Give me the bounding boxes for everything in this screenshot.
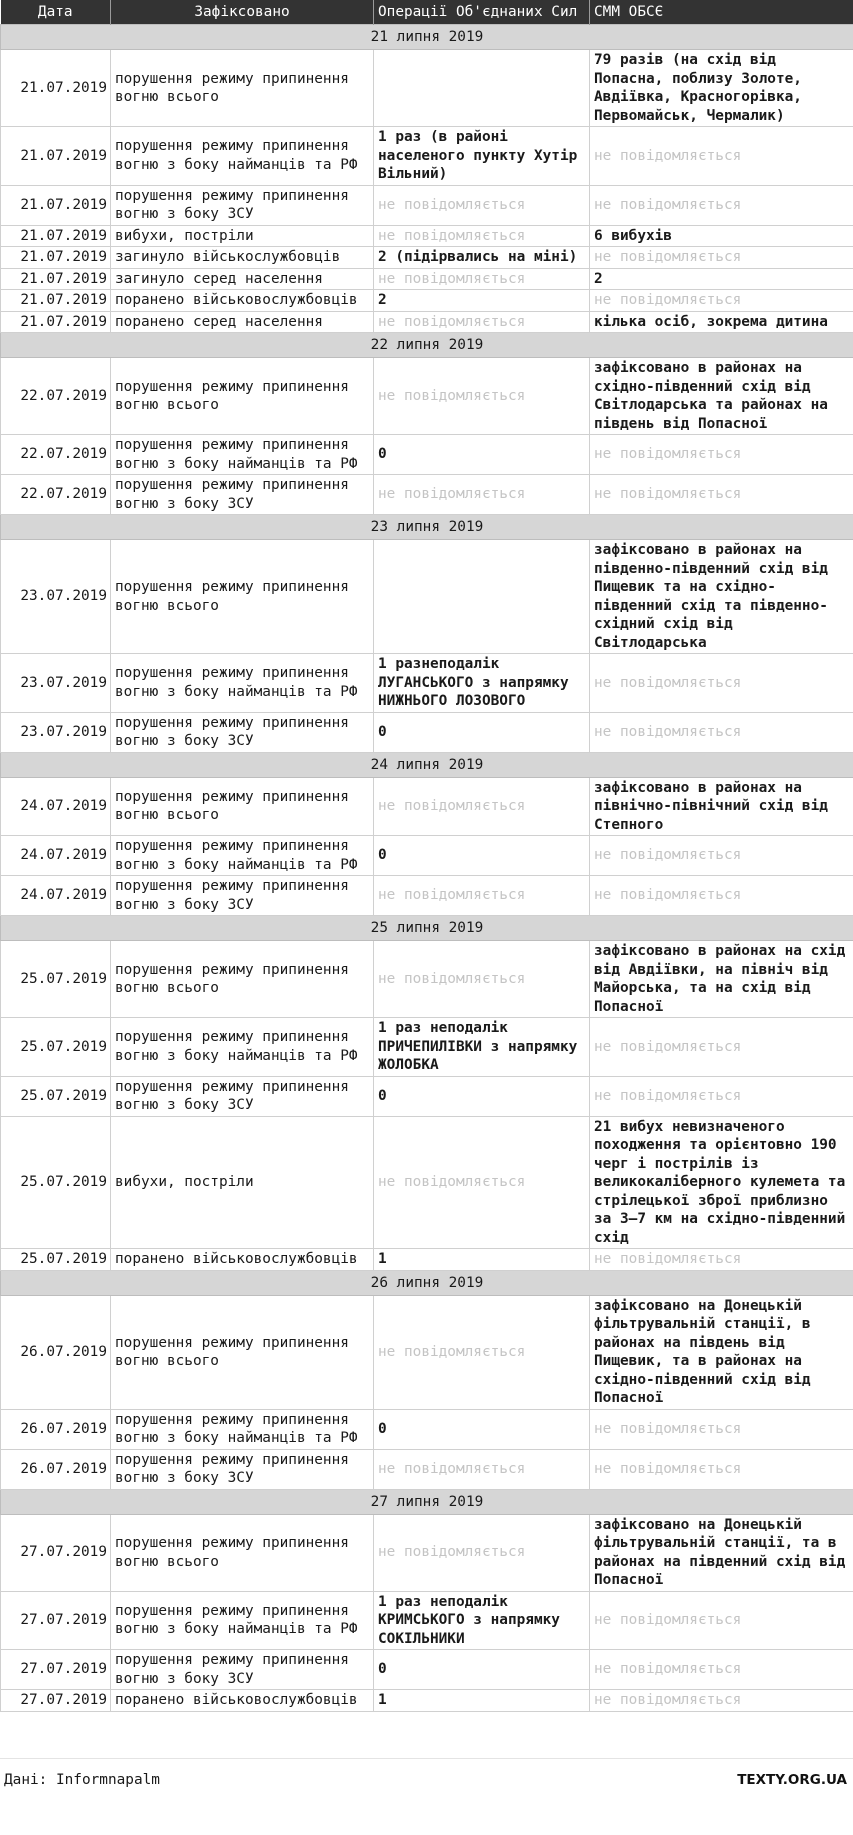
date-cell: 25.07.2019 bbox=[1, 941, 111, 1018]
table-row bbox=[1, 290, 853, 312]
date-cell: 27.07.2019 bbox=[1, 1690, 111, 1712]
table-row bbox=[1, 475, 853, 515]
joint-forces-cell: не повідомляється bbox=[374, 876, 590, 916]
recorded-cell: порушення режиму припинення вогню з боку найманців та РФ bbox=[111, 1018, 374, 1077]
table-row bbox=[1, 1650, 853, 1690]
table-row bbox=[1, 1249, 853, 1271]
recorded-cell: поранено військовослужбовців bbox=[111, 1249, 374, 1271]
table-row bbox=[1, 540, 853, 654]
osce-smm-cell: кілька осіб, зокрема дитина bbox=[590, 311, 853, 333]
date-cell: 27.07.2019 bbox=[1, 1650, 111, 1690]
table-row bbox=[1, 1514, 853, 1591]
joint-forces-cell: не повідомляється bbox=[374, 1514, 590, 1591]
joint-forces-cell: 0 bbox=[374, 435, 590, 475]
footer bbox=[0, 1758, 853, 1791]
osce-smm-cell: зафіксовано в районах на північно-північний схід від Степного bbox=[590, 777, 853, 836]
osce-smm-cell: не повідомляється bbox=[590, 290, 853, 312]
table-row bbox=[1, 268, 853, 290]
date-group-row bbox=[1, 515, 853, 540]
date-group-row bbox=[1, 333, 853, 358]
recorded-cell: порушення режиму припинення вогню з боку найманців та РФ bbox=[111, 1409, 374, 1449]
osce-smm-cell: не повідомляється bbox=[590, 127, 853, 186]
osce-smm-cell: зафіксовано в районах на східно-південний схід від Світлодарська та районах на південь від Попасної bbox=[590, 358, 853, 435]
date-group-label: 26 липня 2019 bbox=[1, 1270, 853, 1295]
recorded-cell: порушення режиму припинення вогню з боку найманців та РФ bbox=[111, 127, 374, 186]
table-row bbox=[1, 225, 853, 247]
joint-forces-cell: 0 bbox=[374, 1076, 590, 1116]
recorded-cell: порушення режиму припинення вогню з боку ЗСУ bbox=[111, 876, 374, 916]
date-cell: 25.07.2019 bbox=[1, 1076, 111, 1116]
recorded-cell: порушення режиму припинення вогню з боку ЗСУ bbox=[111, 1076, 374, 1116]
date-cell: 22.07.2019 bbox=[1, 475, 111, 515]
date-group-label: 25 липня 2019 bbox=[1, 916, 853, 941]
data-source: Дані: Informnapalm bbox=[4, 1772, 160, 1788]
joint-forces-cell bbox=[374, 540, 590, 654]
table-row bbox=[1, 1449, 853, 1489]
recorded-cell: порушення режиму припинення вогню всього bbox=[111, 941, 374, 1018]
date-group-label: 24 липня 2019 bbox=[1, 752, 853, 777]
date-cell: 25.07.2019 bbox=[1, 1116, 111, 1249]
recorded-cell: порушення режиму припинення вогню з боку найманців та РФ bbox=[111, 435, 374, 475]
joint-forces-cell bbox=[374, 50, 590, 127]
date-cell: 23.07.2019 bbox=[1, 654, 111, 713]
date-cell: 21.07.2019 bbox=[1, 50, 111, 127]
table-row bbox=[1, 1116, 853, 1249]
table-row bbox=[1, 654, 853, 713]
recorded-cell: порушення режиму припинення вогню з боку ЗСУ bbox=[111, 1650, 374, 1690]
joint-forces-cell: 1 раз неподалік КРИМСЬКОГО з напрямку СОКІЛЬНИКИ bbox=[374, 1591, 590, 1650]
date-cell: 24.07.2019 bbox=[1, 777, 111, 836]
osce-smm-cell: зафіксовано на Донецькій фільтрувальній станції, та в районах на південний схід від Попасної bbox=[590, 1514, 853, 1591]
date-group-label: 23 липня 2019 bbox=[1, 515, 853, 540]
date-cell: 27.07.2019 bbox=[1, 1591, 111, 1650]
recorded-cell: порушення режиму припинення вогню всього bbox=[111, 777, 374, 836]
recorded-cell: порушення режиму припинення вогню всього bbox=[111, 358, 374, 435]
joint-forces-cell: 0 bbox=[374, 712, 590, 752]
date-group-row bbox=[1, 25, 853, 50]
recorded-cell: порушення режиму припинення вогню всього bbox=[111, 50, 374, 127]
date-cell: 26.07.2019 bbox=[1, 1295, 111, 1409]
osce-smm-cell: зафіксовано на Донецькій фільтрувальній станції, в районах на південь від Пищевик, та в районах на східно-південний схід від Попасної bbox=[590, 1295, 853, 1409]
table-row bbox=[1, 777, 853, 836]
table-row bbox=[1, 311, 853, 333]
recorded-cell: поранено серед населення bbox=[111, 311, 374, 333]
table-row bbox=[1, 941, 853, 1018]
osce-smm-cell: зафіксовано в районах на схід від Авдіївки, на північ від Майорська, та на схід від Попасної bbox=[590, 941, 853, 1018]
date-cell: 25.07.2019 bbox=[1, 1018, 111, 1077]
header-recorded: Зафіксовано bbox=[111, 0, 374, 25]
osce-smm-cell: не повідомляється bbox=[590, 1249, 853, 1271]
joint-forces-cell: не повідомляється bbox=[374, 311, 590, 333]
table-row bbox=[1, 435, 853, 475]
table-row bbox=[1, 836, 853, 876]
joint-forces-cell: 1 раз неподалік ПРИЧЕПИЛІВКИ з напрямку ЖОЛОБКА bbox=[374, 1018, 590, 1077]
table-row bbox=[1, 1295, 853, 1409]
table-row bbox=[1, 1690, 853, 1712]
recorded-cell: порушення режиму припинення вогню з боку ЗСУ bbox=[111, 712, 374, 752]
osce-smm-cell: зафіксовано в районах на південно-південний схід від Пищевик та на східно-південний схід та південно-східний схід від Світлодарська bbox=[590, 540, 853, 654]
osce-smm-cell: не повідомляється bbox=[590, 876, 853, 916]
date-group-row bbox=[1, 1489, 853, 1514]
joint-forces-cell: не повідомляється bbox=[374, 475, 590, 515]
date-group-label: 21 липня 2019 bbox=[1, 25, 853, 50]
osce-smm-cell: не повідомляється bbox=[590, 836, 853, 876]
table-row bbox=[1, 185, 853, 225]
recorded-cell: вибухи, постріли bbox=[111, 225, 374, 247]
date-group-label: 22 липня 2019 bbox=[1, 333, 853, 358]
date-cell: 21.07.2019 bbox=[1, 225, 111, 247]
joint-forces-cell: 1 bbox=[374, 1690, 590, 1712]
date-group-row bbox=[1, 1270, 853, 1295]
joint-forces-cell: не повідомляється bbox=[374, 225, 590, 247]
osce-smm-cell: не повідомляється bbox=[590, 435, 853, 475]
recorded-cell: порушення режиму припинення вогню з боку найманців та РФ bbox=[111, 1591, 374, 1650]
joint-forces-cell: не повідомляється bbox=[374, 1449, 590, 1489]
joint-forces-cell: 1 разнеподалік ЛУГАНСЬКОГО з напрямку НИЖНЬОГО ЛОЗОВОГО bbox=[374, 654, 590, 713]
osce-smm-cell: 2 bbox=[590, 268, 853, 290]
joint-forces-cell: не повідомляється bbox=[374, 358, 590, 435]
joint-forces-cell: не повідомляється bbox=[374, 1116, 590, 1249]
date-cell: 26.07.2019 bbox=[1, 1449, 111, 1489]
joint-forces-cell: не повідомляється bbox=[374, 1295, 590, 1409]
joint-forces-cell: не повідомляється bbox=[374, 185, 590, 225]
recorded-cell: порушення режиму припинення вогню з боку найманців та РФ bbox=[111, 836, 374, 876]
osce-smm-cell: 79 разів (на схід від Попасна, поблизу Золоте, Авдіївка, Красногорівка, Первомайськ, Чермалик) bbox=[590, 50, 853, 127]
header-joint-forces: Операції Об'єднаних Сил bbox=[374, 0, 590, 25]
table-row bbox=[1, 50, 853, 127]
date-cell: 23.07.2019 bbox=[1, 540, 111, 654]
recorded-cell: порушення режиму припинення вогню з боку ЗСУ bbox=[111, 475, 374, 515]
table-row bbox=[1, 247, 853, 269]
osce-smm-cell: не повідомляється bbox=[590, 1018, 853, 1077]
table-row bbox=[1, 1591, 853, 1650]
brand-logo-text: TEXTY.ORG.UA bbox=[737, 1772, 847, 1788]
osce-smm-cell: 6 вибухів bbox=[590, 225, 853, 247]
osce-smm-cell: не повідомляється bbox=[590, 1409, 853, 1449]
recorded-cell: порушення режиму припинення вогню з боку ЗСУ bbox=[111, 1449, 374, 1489]
date-group-row bbox=[1, 916, 853, 941]
recorded-cell: порушення режиму припинення вогню всього bbox=[111, 1514, 374, 1591]
date-cell: 21.07.2019 bbox=[1, 268, 111, 290]
date-cell: 24.07.2019 bbox=[1, 836, 111, 876]
joint-forces-cell: 0 bbox=[374, 836, 590, 876]
date-cell: 26.07.2019 bbox=[1, 1409, 111, 1449]
date-cell: 21.07.2019 bbox=[1, 185, 111, 225]
recorded-cell: порушення режиму припинення вогню з боку найманців та РФ bbox=[111, 654, 374, 713]
table-row bbox=[1, 1409, 853, 1449]
recorded-cell: поранено військовослужбовців bbox=[111, 290, 374, 312]
joint-forces-cell: 1 раз (в районі населеного пункту Хутір Вільний) bbox=[374, 127, 590, 186]
recorded-cell: поранено військовослужбовців bbox=[111, 1690, 374, 1712]
recorded-cell: порушення режиму припинення вогню всього bbox=[111, 540, 374, 654]
joint-forces-cell: 1 bbox=[374, 1249, 590, 1271]
header-osce-smm: СММ ОБСЄ bbox=[590, 0, 853, 25]
recorded-cell: вибухи, постріли bbox=[111, 1116, 374, 1249]
osce-smm-cell: не повідомляється bbox=[590, 712, 853, 752]
osce-smm-cell: не повідомляється bbox=[590, 1449, 853, 1489]
osce-smm-cell: не повідомляється bbox=[590, 654, 853, 713]
date-cell: 21.07.2019 bbox=[1, 290, 111, 312]
joint-forces-cell: 0 bbox=[374, 1650, 590, 1690]
osce-smm-cell: не повідомляється bbox=[590, 185, 853, 225]
date-cell: 27.07.2019 bbox=[1, 1514, 111, 1591]
osce-smm-cell: не повідомляється bbox=[590, 1591, 853, 1650]
osce-smm-cell: не повідомляється bbox=[590, 1650, 853, 1690]
table-row bbox=[1, 712, 853, 752]
recorded-cell: порушення режиму припинення вогню з боку ЗСУ bbox=[111, 185, 374, 225]
joint-forces-cell: 0 bbox=[374, 1409, 590, 1449]
date-cell: 25.07.2019 bbox=[1, 1249, 111, 1271]
osce-smm-cell: не повідомляється bbox=[590, 475, 853, 515]
date-group-label: 27 липня 2019 bbox=[1, 1489, 853, 1514]
date-cell: 24.07.2019 bbox=[1, 876, 111, 916]
table-header bbox=[1, 0, 853, 25]
date-cell: 22.07.2019 bbox=[1, 435, 111, 475]
table-row bbox=[1, 127, 853, 186]
osce-smm-cell: не повідомляється bbox=[590, 1690, 853, 1712]
recorded-cell: загинуло серед населення bbox=[111, 268, 374, 290]
date-cell: 21.07.2019 bbox=[1, 311, 111, 333]
osce-smm-cell: не повідомляється bbox=[590, 247, 853, 269]
date-cell: 23.07.2019 bbox=[1, 712, 111, 752]
date-cell: 21.07.2019 bbox=[1, 127, 111, 186]
osce-smm-cell: 21 вибух невизначеного походження та орієнтовно 190 черг і пострілів із великокаліберного кулемета та стрілецької зброї приблизно за 3–7 км на східно-південний схід bbox=[590, 1116, 853, 1249]
joint-forces-cell: не повідомляється bbox=[374, 941, 590, 1018]
date-cell: 21.07.2019 bbox=[1, 247, 111, 269]
header-date: Дата bbox=[1, 0, 111, 25]
joint-forces-cell: 2 bbox=[374, 290, 590, 312]
recorded-cell: загинуло військослужбовців bbox=[111, 247, 374, 269]
recorded-cell: порушення режиму припинення вогню всього bbox=[111, 1295, 374, 1409]
table-row bbox=[1, 876, 853, 916]
table-row bbox=[1, 1018, 853, 1077]
table-row bbox=[1, 1076, 853, 1116]
table-row bbox=[1, 358, 853, 435]
osce-smm-cell: не повідомляється bbox=[590, 1076, 853, 1116]
joint-forces-cell: не повідомляється bbox=[374, 777, 590, 836]
table-body bbox=[1, 25, 853, 1712]
joint-forces-cell: 2 (підірвались на міні) bbox=[374, 247, 590, 269]
date-group-row bbox=[1, 752, 853, 777]
joint-forces-cell: не повідомляється bbox=[374, 268, 590, 290]
date-cell: 22.07.2019 bbox=[1, 358, 111, 435]
